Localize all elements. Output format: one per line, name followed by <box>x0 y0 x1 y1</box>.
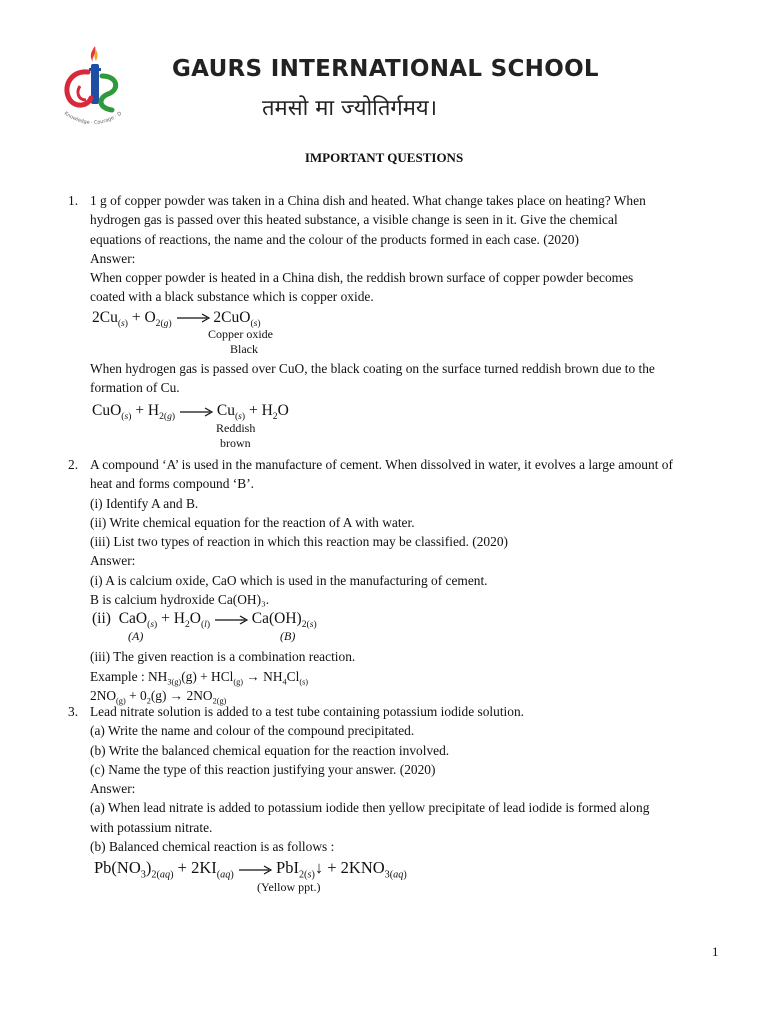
question-text-line: equations of reactions, the name and the colour of the products formed in each case. (2020) <box>90 231 579 247</box>
question-text-line: (a) Write the name and colour of the compound precipitated. <box>90 723 415 739</box>
question-number: 3. <box>68 704 79 719</box>
answer-label: Answer: <box>90 553 136 569</box>
page-header <box>0 0 768 135</box>
answer-text-line: B is calcium hydroxide Ca(OH)₃. <box>90 592 270 608</box>
question-text-line: A compound ‘A’ is used in the manufacture of cement. When dissolved in water, it evolves a large amount of <box>90 457 673 472</box>
reaction-arrow-icon <box>214 615 248 625</box>
question-text-line: (iii) List two types of reaction in which this reaction may be classified. (2020) <box>90 534 508 550</box>
product-annotation: Copper oxide <box>208 326 273 341</box>
equation-label: (ii) <box>92 610 111 628</box>
chemical-equation: (ii) $CaO_{(s)} + H_2O_{(l)}$ $Ca(OH)_{2(s)}$ (A) (B) <box>92 610 317 644</box>
answer-text-line: When copper powder is heated in a China dish, the reddish brown surface of copper powder becomes <box>90 270 634 286</box>
question-1 <box>0 191 768 452</box>
school-motto: तमसो मा ज्योतिर्गमय। <box>262 96 438 121</box>
question-text-line: hydrogen gas is passed over this heated substance, a visible change is seen in it. Give the chemical <box>90 212 618 228</box>
question-number: 2. <box>68 457 79 472</box>
question-text-line: Lead nitrate solution is added to a test tube containing potassium iodide solution. <box>90 704 525 719</box>
answer-text-line: When hydrogen gas is passed over CuO, the black coating on the surface turned reddish brown due to the <box>90 360 655 376</box>
chemical-equation: $2Cu_{(s)} + O_{2(g)}$ 2CuO$_{(s)}$ Copper oxide Black <box>92 308 273 356</box>
reaction-arrow-icon <box>238 865 272 875</box>
page-title: IMPORTANT QUESTIONS <box>304 150 464 165</box>
question-text-line: (i) Identify A and B. <box>90 495 199 511</box>
product-annotation: (Yellow ppt.) <box>257 880 321 895</box>
answer-text-line: (iii) The given reaction is a combination reaction. <box>90 649 356 665</box>
question-3 <box>0 702 768 898</box>
product-annotation: Black <box>230 341 258 356</box>
chemical-equation: $CuO_{(s)} + H_{2(g)}$ $Cu_{(s)} + H_2O$ Reddish brown <box>92 402 289 451</box>
example-prefix: Example : <box>90 668 149 684</box>
answer-text-line: (a) When lead nitrate is added to potassium iodide then yellow precipitate of lead iodide is formed along <box>90 800 650 816</box>
school-logo-icon <box>58 42 128 132</box>
question-number: 1. <box>68 193 79 208</box>
logo-tagline: Knowledge · Courage · D <box>62 110 123 127</box>
question-2 <box>0 455 768 705</box>
answer-text-line: coated with a black substance which is copper oxide. <box>90 289 374 305</box>
answer-text-line: (i) A is calcium oxide, CaO which is used in the manufacturing of cement. <box>90 572 488 588</box>
answer-text-line: with potassium nitrate. <box>90 819 213 835</box>
answer-text-line: formation of Cu. <box>90 380 180 396</box>
question-text-line: heat and forms compound ‘B’. <box>90 476 254 492</box>
question-text-line: 1 g of copper powder was taken in a China dish and heated. What change takes place on heating? When <box>90 193 646 208</box>
question-text-line: (b) Write the balanced chemical equation for the reaction involved. <box>90 742 450 758</box>
reaction-arrow-icon <box>179 407 213 417</box>
chemical-equation: $Pb(NO_3)_{2(aq)} + 2KI_{(aq)}$ PbI$_{2(s)}$↓ + $2KNO_{3(aq)}$ (Yellow ppt.) <box>94 858 407 895</box>
answer-label: Answer: <box>90 250 136 266</box>
example-equation: Example : $NH_{3(g)}(g) + HCl_{(g)} \to NH_4Cl_{(s)}$ <box>90 668 309 687</box>
product-annotation: (B) <box>280 629 296 644</box>
page-number: 1 <box>712 944 719 959</box>
reactant-annotation: (A) <box>128 629 144 644</box>
answer-text-line: (b) Balanced chemical reaction is as follows : <box>90 839 335 855</box>
product-annotation: Reddish <box>216 421 256 436</box>
product-annotation: brown <box>220 436 251 451</box>
question-text-line: (ii) Write chemical equation for the reaction of A with water. <box>90 514 415 530</box>
reaction-arrow-icon <box>176 313 210 323</box>
question-text-line: (c) Name the type of this reaction justifying your answer. (2020) <box>90 761 436 777</box>
example-equation: $2NO_{(g)} + 0_2(g) \to 2NO_{2(g)}$ <box>90 687 227 706</box>
answer-label: Answer: <box>90 781 136 797</box>
school-name: GAURS INTERNATIONAL SCHOOL <box>172 56 599 82</box>
